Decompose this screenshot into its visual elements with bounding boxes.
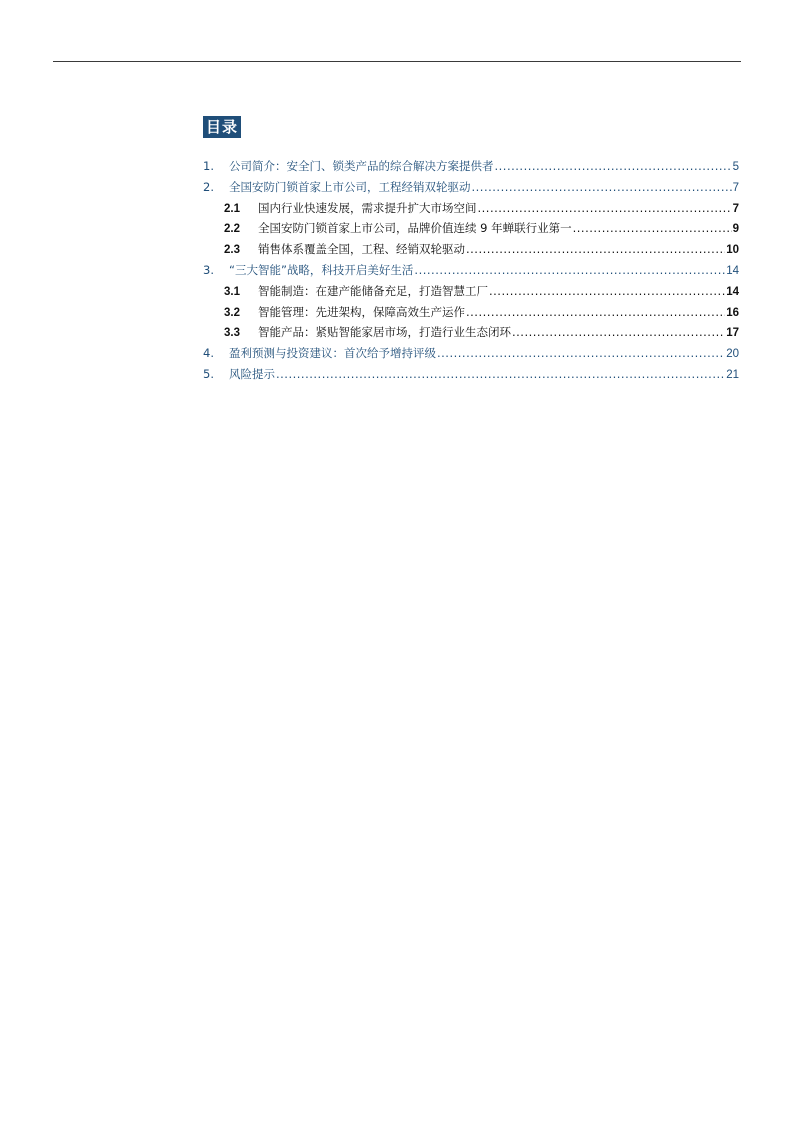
toc-entry-number: 4. [203,346,214,361]
toc-entry-text: 公司简介：安全门、锁类产品的综合解决方案提供者 [229,159,494,173]
toc-entry-2-3[interactable] [203,241,739,262]
toc-entry-number: 3. [203,262,214,277]
toc-entry-text: 智能管理：先进架构，保障高效生产运作 [258,304,465,319]
toc-entry-3[interactable] [203,262,739,283]
toc-dot-leader [414,263,725,277]
toc-entry-page: 9 [732,223,739,236]
toc-entry-page: 17 [726,327,739,340]
header-rule [53,61,741,62]
toc-dot-leader [466,242,725,256]
toc-entry-page: 14 [726,285,739,298]
toc-entry-5[interactable] [203,366,739,387]
toc-entry-text: 盈利预测与投资建议：首次给予增持评级 [229,346,436,361]
toc-title: 目录 [203,116,241,138]
toc-entry-number: 2. [203,179,214,194]
toc-dot-leader [495,159,732,173]
toc-entry-number: 2.1 [224,202,240,215]
toc-entry-3-3[interactable] [203,324,739,345]
toc-dot-leader [478,201,732,215]
toc-entry-page: 20 [726,348,739,361]
toc-entry-1[interactable] [203,158,739,179]
toc-entry-text: 全国安防门锁首家上市公司，品牌价值连续 9 年蝉联行业第一 [258,221,572,236]
toc-entry-page: 21 [726,368,739,381]
toc-entry-page: 7 [732,202,739,215]
toc-entry-number: 2.2 [224,223,240,236]
toc-entry-text: 智能制造：在建产能储备充足，打造智慧工厂 [258,283,488,298]
toc-entry-text: 智能产品：紧贴智能家居市场，打造行业生态闭环 [258,325,511,340]
toc-entry-2-1[interactable] [203,200,739,221]
toc-entry-2[interactable] [203,179,739,200]
toc-dot-leader [437,346,725,360]
toc-entry-number: 1. [203,159,214,173]
toc-entry-page: 7 [732,181,739,194]
toc-entry-text: 国内行业快速发展，需求提升扩大市场空间 [258,200,477,215]
toc-entry-3-1[interactable] [203,283,739,304]
toc-entry-4[interactable] [203,345,739,366]
toc-dot-leader [573,221,732,235]
toc-entry-page: 16 [726,306,739,319]
toc-entry-page: 10 [726,244,739,257]
toc-dot-leader [512,325,725,339]
toc-dot-leader [489,284,725,298]
toc-entry-text: “三大智能”战略，科技开启美好生活 [229,262,414,277]
toc-entry-page: 14 [726,264,739,277]
toc-entry-text: 销售体系覆盖全国，工程、经销双轮驱动 [258,242,465,257]
toc-entry-number: 3.3 [224,327,240,340]
toc-entry-number: 3.2 [224,306,240,319]
table-of-contents [203,158,739,387]
toc-entry-3-2[interactable] [203,304,739,325]
toc-dot-leader [466,305,725,319]
toc-entry-page: 5 [732,161,739,173]
toc-dot-leader [472,180,732,194]
toc-entry-text: 全国安防门锁首家上市公司，工程经销双轮驱动 [229,179,471,194]
toc-entry-number: 2.3 [224,244,240,257]
toc-entry-number: 5. [203,366,214,381]
toc-entry-2-2[interactable] [203,220,739,241]
toc-entry-text: 风险提示 [229,366,275,381]
toc-entry-number: 3.1 [224,285,240,298]
toc-dot-leader [276,367,725,381]
